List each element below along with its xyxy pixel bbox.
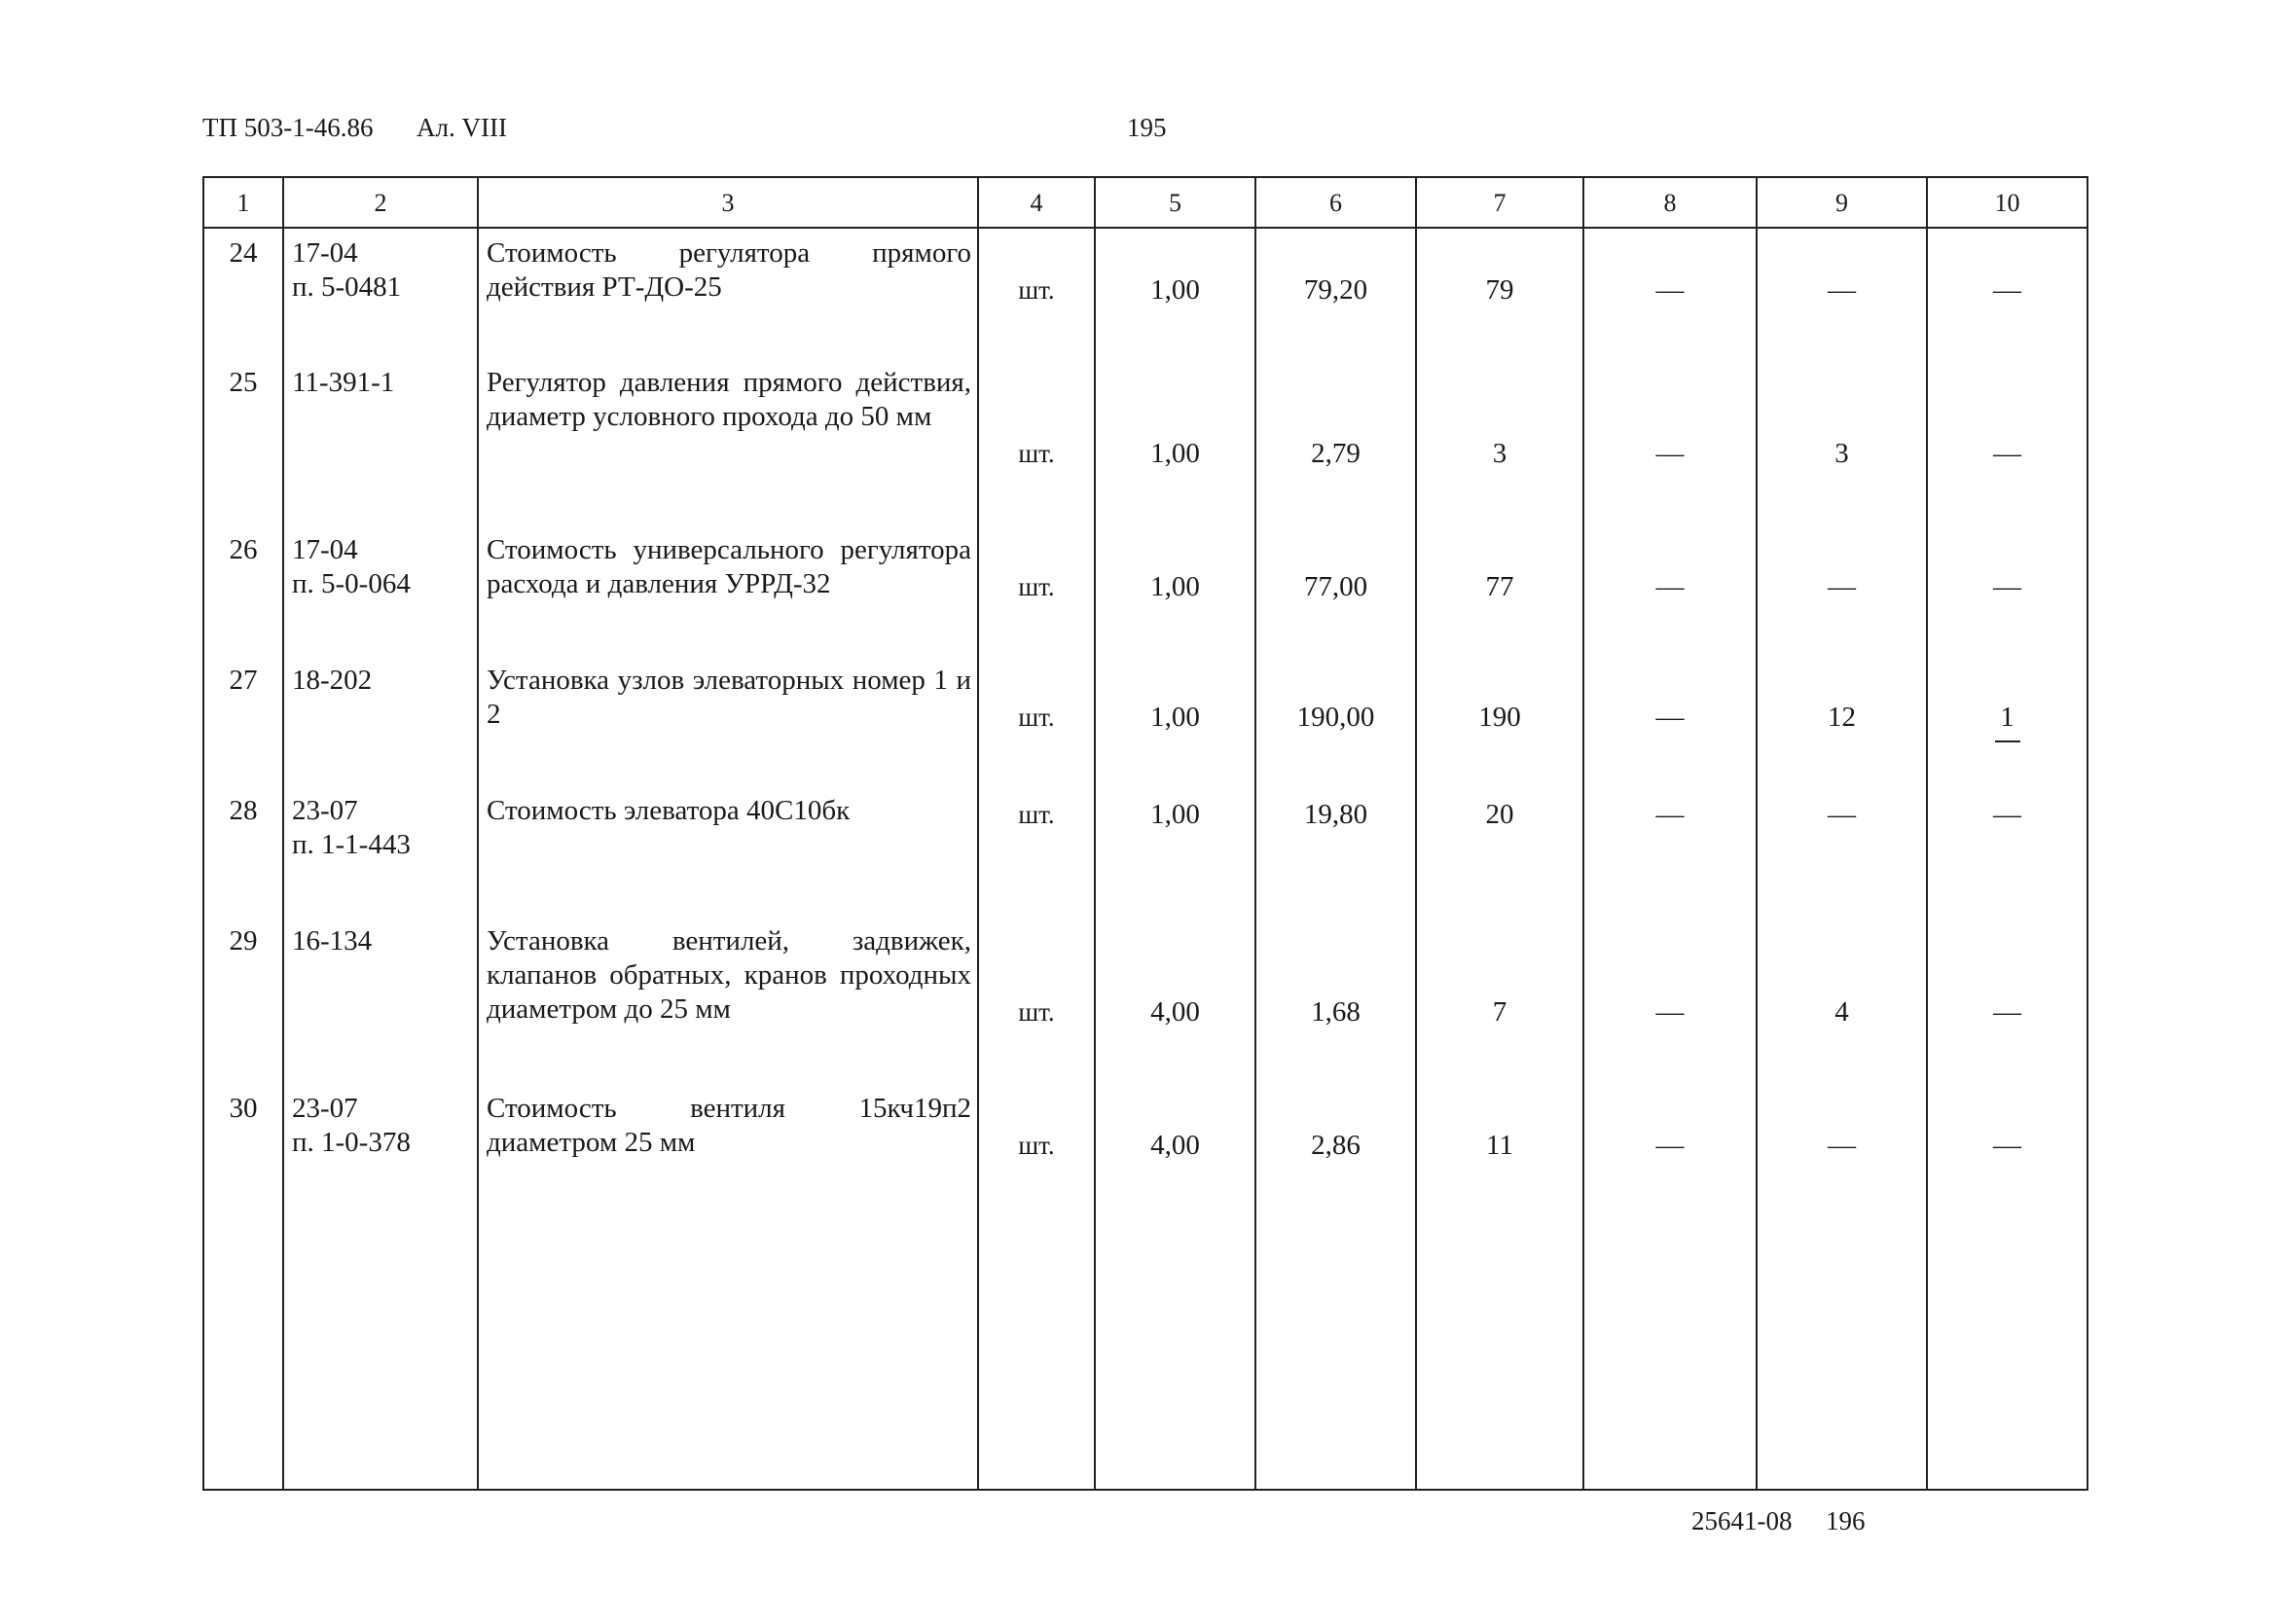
norm-code-line: 16-134 [292,925,373,956]
total-cost-text: 79 [1485,274,1514,306]
unit-price [1255,786,1416,917]
unit-price-text: 79,20 [1303,274,1368,306]
col-10 [1927,1084,2087,1214]
quantity [1095,656,1255,786]
norm-code [283,525,478,656]
empty-cell [978,1214,1095,1490]
quantity-text: 1,00 [1150,702,1200,733]
column-header: 3 [478,177,978,228]
col-8 [1583,358,1757,525]
row-number [203,228,283,358]
empty-cell [1583,1214,1757,1490]
row-number [203,917,283,1084]
norm-code-line: 17-04 [292,237,358,269]
unit-price-text: 1,68 [1311,996,1361,1028]
unit-text: шт. [1018,703,1055,732]
col-9 [1757,917,1927,1084]
item-name-text: Стоимость универсального регулятора расхода и давления УРРД-32 [487,534,971,599]
column-header: 8 [1583,177,1757,228]
table-row [203,656,2087,786]
quantity-text: 4,00 [1150,996,1200,1028]
norm-code-line: п. 1-0-378 [292,1127,411,1158]
unit-text: шт. [1018,1131,1055,1160]
table-row [203,525,2087,656]
col-9-text: 12 [1828,702,1856,733]
total-cost-text: 190 [1478,702,1521,733]
row-number-text: 24 [229,237,258,269]
col-8-text: — [1655,996,1685,1028]
column-header: 10 [1927,177,2087,228]
unit [978,525,1095,656]
unit-text: шт. [1018,800,1055,829]
col-9 [1757,656,1927,786]
row-number-text: 25 [229,367,258,398]
column-header: 4 [978,177,1095,228]
table-row [203,1084,2087,1214]
col-8-text: — [1655,274,1685,306]
unit [978,917,1095,1084]
unit [978,656,1095,786]
row-number-text: 26 [229,534,258,565]
col-8 [1583,525,1757,656]
unit-price-text: 19,80 [1303,799,1368,830]
row-number-text: 30 [229,1093,258,1124]
quantity-text: 1,00 [1150,438,1200,469]
row-number [203,358,283,525]
col-10 [1927,525,2087,656]
unit-text: шт. [1018,572,1055,601]
col-9-text: 3 [1834,438,1849,469]
row-number [203,786,283,917]
column-header: 1 [203,177,283,228]
col-10-text: — [1993,571,2021,602]
total-cost-text: 7 [1492,996,1507,1028]
row-number [203,525,283,656]
col-9 [1757,358,1927,525]
total-cost [1416,228,1583,358]
col-8 [1583,1084,1757,1214]
column-header: 5 [1095,177,1255,228]
unit-price-text: 77,00 [1303,571,1368,602]
album-label: Ал. VIII [417,113,507,142]
unit-price [1255,358,1416,525]
unit-text: шт. [1018,439,1055,468]
unit-price [1255,228,1416,358]
item-name [478,917,978,1084]
col-8-text: — [1655,702,1685,733]
norm-code [283,917,478,1084]
total-cost-text: 20 [1485,799,1514,830]
item-name [478,228,978,358]
column-header: 7 [1416,177,1583,228]
col-10 [1927,656,2087,786]
norm-code-line: 17-04 [292,534,358,565]
document-code: ТП 503-1-46.86 [202,113,374,142]
col-10 [1927,358,2087,525]
col-8-text: — [1655,438,1685,469]
total-cost-text: 77 [1485,571,1514,602]
total-cost [1416,917,1583,1084]
empty-cell [1255,1214,1416,1490]
item-name [478,525,978,656]
unit [978,228,1095,358]
col-10-text: 1 [2000,702,2015,733]
col-8-text: — [1655,799,1685,830]
col-8-text: — [1655,571,1685,602]
unit-price-text: 2,86 [1311,1130,1361,1161]
inventory-number: 25641-08 [1691,1506,1793,1535]
row-number [203,1084,283,1214]
item-name [478,1084,978,1214]
col-9 [1757,525,1927,656]
col-9-text: 4 [1834,996,1849,1028]
row-number [203,656,283,786]
norm-code [283,656,478,786]
col-10-text: — [1993,1130,2021,1161]
norm-code-line: 23-07 [292,1093,358,1124]
unit-price-text: 2,79 [1311,438,1361,469]
column-number-row [203,177,2087,228]
col-10 [1927,917,2087,1084]
unit [978,358,1095,525]
empty-row [203,1214,2087,1490]
unit-price-text: 190,00 [1296,702,1375,733]
quantity-text: 1,00 [1150,274,1200,306]
col-8 [1583,228,1757,358]
quantity [1095,525,1255,656]
col-9-text: — [1828,274,1856,306]
col-8 [1583,917,1757,1084]
col-9 [1757,1084,1927,1214]
total-cost [1416,1084,1583,1214]
page-number: 195 [1127,113,1167,142]
norm-code-line: 11-391-1 [292,367,395,398]
item-name-text: Регулятор давления прямого действия, диаметр условного прохода до 50 мм [487,367,971,432]
row-number-text: 28 [229,795,258,826]
column-header: 9 [1757,177,1927,228]
col-10-text: — [1993,274,2021,306]
empty-cell [478,1214,978,1490]
unit-text: шт. [1018,275,1055,305]
col-8 [1583,656,1757,786]
item-name [478,358,978,525]
table-row [203,228,2087,358]
quantity [1095,358,1255,525]
total-cost [1416,358,1583,525]
item-name [478,786,978,917]
quantity-text: 4,00 [1150,1130,1200,1161]
col-9-text: — [1828,571,1856,602]
col-9-text: — [1828,799,1856,830]
estimate-table [202,176,2088,1491]
unit-price [1255,656,1416,786]
item-name-text: Установка вентилей, задвижек, клапанов обратных, кранов проходных диаметром до 25 мм [487,925,971,1025]
col-10-text: — [1993,996,2021,1028]
total-cost [1416,525,1583,656]
column-header: 6 [1255,177,1416,228]
table-row [203,358,2087,525]
quantity-text: 1,00 [1150,571,1200,602]
footer-page-number: 196 [1826,1506,1866,1535]
table-row [203,786,2087,917]
unit-price [1255,917,1416,1084]
table-row [203,917,2087,1084]
item-name-text: Стоимость вентиля 15кч19п2 диаметром 25 мм [487,1093,971,1158]
unit-price [1255,525,1416,656]
quantity [1095,1084,1255,1214]
item-name-text: Установка узлов элеваторных номер 1 и 2 [487,665,971,730]
underline-mark [1995,740,2020,742]
total-cost [1416,656,1583,786]
quantity [1095,228,1255,358]
column-header: 2 [283,177,478,228]
empty-cell [203,1214,283,1490]
row-number-text: 27 [229,665,258,696]
norm-code-line: п. 1-1-443 [292,829,411,860]
col-10 [1927,228,2087,358]
norm-code-line: п. 5-0-064 [292,568,411,599]
empty-cell [283,1214,478,1490]
empty-cell [1757,1214,1927,1490]
norm-code [283,1084,478,1214]
empty-cell [1095,1214,1255,1490]
empty-cell [1416,1214,1583,1490]
total-cost-text: 11 [1486,1130,1513,1161]
col-9 [1757,786,1927,917]
norm-code-line: 23-07 [292,795,358,826]
unit [978,786,1095,917]
total-cost [1416,786,1583,917]
col-9 [1757,228,1927,358]
item-name [478,656,978,786]
col-8-text: — [1655,1130,1685,1161]
unit [978,1084,1095,1214]
col-10-text: — [1993,799,2021,830]
item-name-text: Стоимость элеватора 40С10бк [487,795,851,826]
norm-code [283,358,478,525]
quantity [1095,917,1255,1084]
col-10 [1927,786,2087,917]
norm-code-line: п. 5-0481 [292,271,402,303]
total-cost-text: 3 [1492,438,1507,469]
col-9-text: — [1828,1130,1856,1161]
row-number-text: 29 [229,925,258,956]
norm-code [283,228,478,358]
empty-cell [1927,1214,2087,1490]
unit-text: шт. [1018,997,1055,1027]
quantity [1095,786,1255,917]
norm-code-line: 18-202 [292,665,373,696]
norm-code [283,786,478,917]
quantity-text: 1,00 [1150,799,1200,830]
col-10-text: — [1993,438,2021,469]
item-name-text: Стоимость регулятора прямого действия РТ-ДО-25 [487,237,971,303]
unit-price [1255,1084,1416,1214]
col-8 [1583,786,1757,917]
